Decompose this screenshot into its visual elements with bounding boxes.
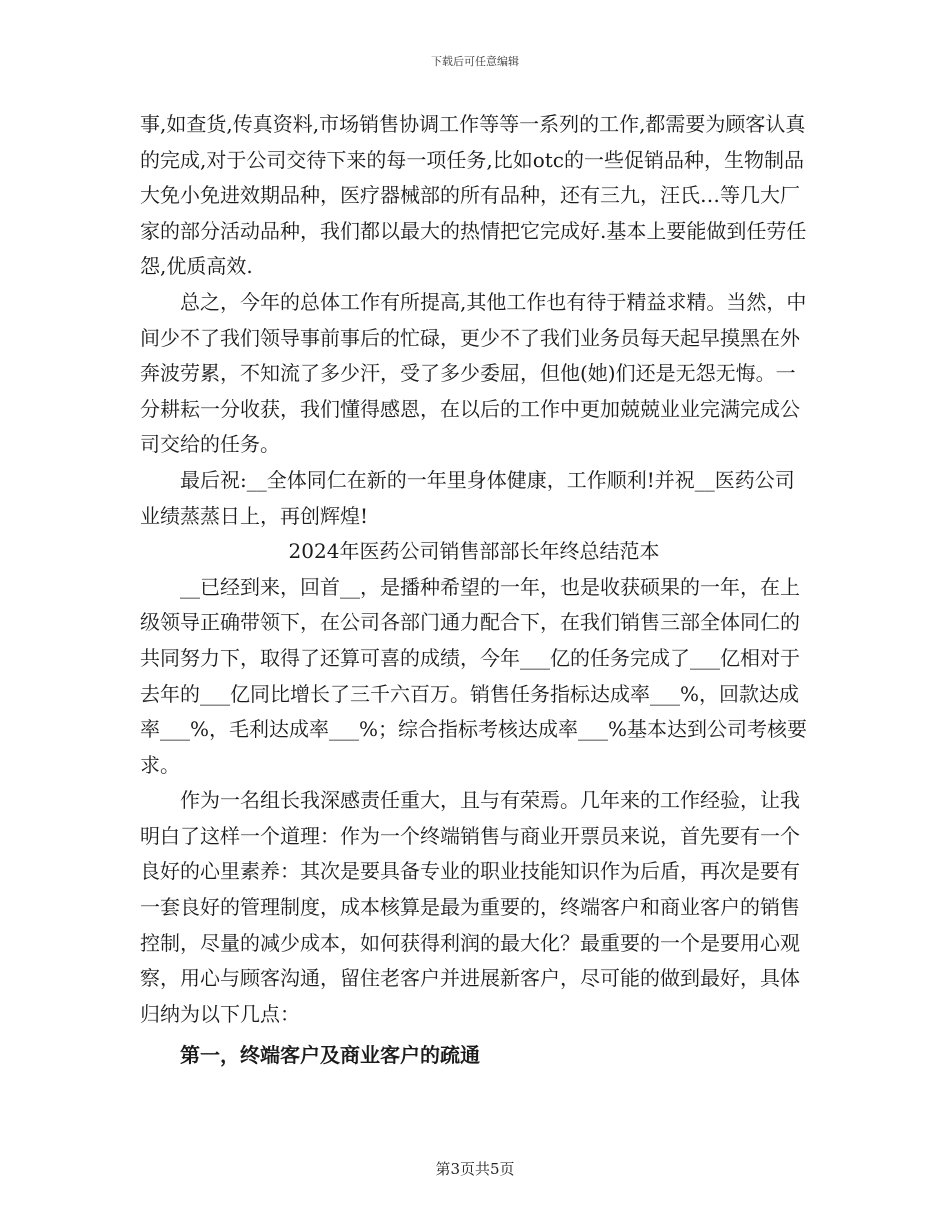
section-title: 2024年医药公司销售部部长年终总结范本 <box>288 539 660 564</box>
paragraph-experience: 作为一名组长我深感责任重大，且与有荣焉。几年来的工作经验，让我明白了这样一个道理：作为一个终端销售与商业开票员来说，首先要有一个良好的心里素养：其次是要具备专业的职业技能知识作为后盾，再次是要有一套良好的管理制度，成本核算是最为重要的，终端客户和商业客户的销售控制，尽量的减少成本，如何获得利润的最大化？最重要的一个是要用心观察，用心与顾客沟通，留住老客户并进展新客户，尽可能的做到最好，具体归纳为以下几点： <box>140 788 800 1026</box>
section-heading: 第一，终端客户及商业客户的疏通 <box>180 1043 480 1068</box>
paragraph-continued: 事,如查货,传真资料,市场销售协调工作等等一系列的工作,都需要为顾客认真的完成,对于公司交待下来的每一项任务,比如otc的一些促销品种，生物制品大免小免进效期品种，医疗器械部的所有品种，还有三九，汪氏…等几大厂家的部分活动品种，我们都以最大的热情把它完成好.基本上要能做到任劳任怨,优质高效. <box>140 112 807 279</box>
paragraph-closing-wishes: 最后祝:__全体同仁在新的一年里身体健康，工作顺利!并祝__医药公司业绩蒸蒸日上，再创辉煌! <box>140 467 795 528</box>
page-header: 下载后可任意编辑 <box>431 55 519 68</box>
page-footer: 第3页共5页 <box>435 1160 515 1178</box>
paragraph-summary: 总之，今年的总体工作有所提高,其他工作也有待于精益求精。当然，中间少不了我们领导事前事后的忙碌，更少不了我们业务员每天起早摸黑在外奔波劳累，不知流了多少汗，受了多少委屈，但他(她)们还是无怨无悔。一分耕耘一分收获，我们懂得感恩，在以后的工作中更加兢兢业业完满完成公司交给的任务。 <box>140 289 807 457</box>
paragraph-intro: __已经到来，回首__，是播种希望的一年，也是收获硕果的一年，在上级领导正确带领下，在公司各部门通力配合下，在我们销售三部全体同仁的共同努力下，取得了还算可喜的成绩，今年___亿的任务完成了___亿相对于去年的___亿同比增长了三千六百万。销售任务指标达成率___%，回款达成率___%，毛利达成率___%；综合指标考核达成率___%基本达到公司考核要求。 <box>140 574 808 777</box>
document-body <box>140 107 808 1074</box>
